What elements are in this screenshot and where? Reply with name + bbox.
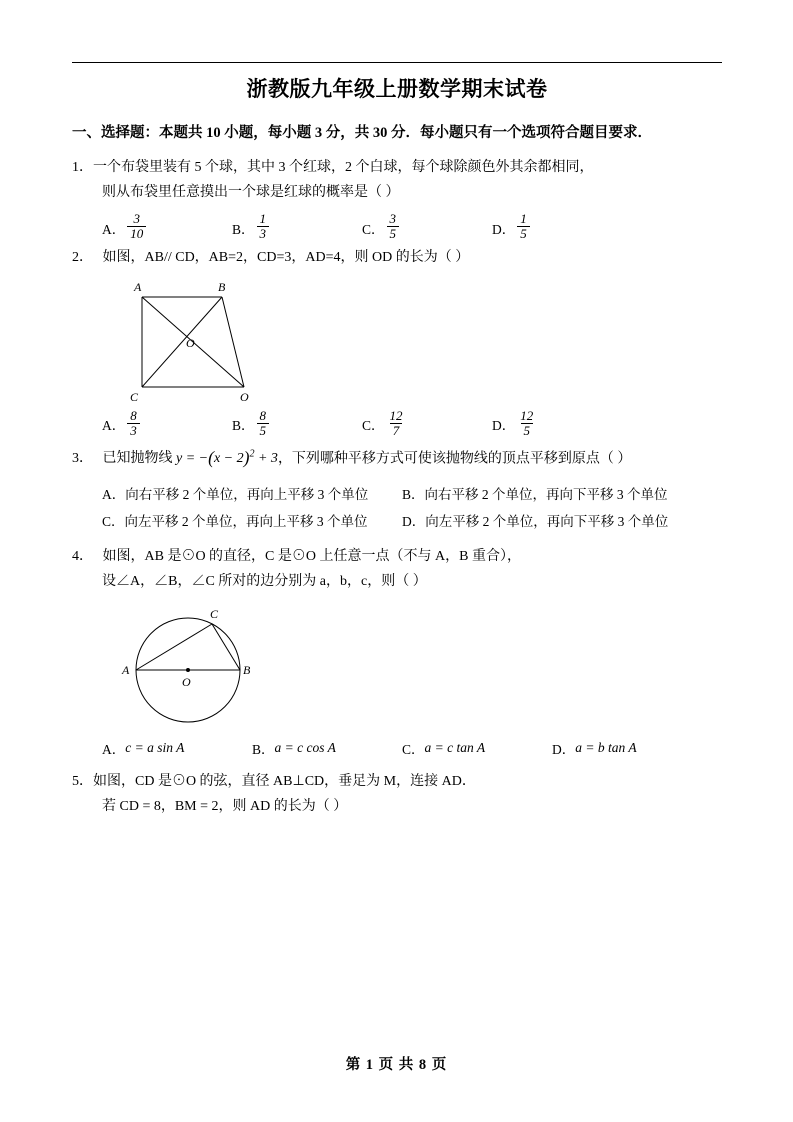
- svg-text:A: A: [134, 279, 142, 294]
- option-4-D: D． a = b tan A: [552, 740, 637, 758]
- option-1-B: B． $\frac{1}{3}$: [232, 213, 362, 242]
- fraction: $\frac{8}{3}$: [127, 409, 140, 438]
- page-title: 浙教版九年级上册数学期末试卷: [246, 77, 548, 101]
- fraction: $\frac{8}{5}$: [257, 409, 270, 438]
- question-3-options-row-2: C．向左平移 2 个单位，再向上平移 3 个单位 D．向左平移 2 个单位，再向下平移 3 个单位: [102, 514, 669, 530]
- svg-text:O: O: [240, 389, 249, 404]
- question-2-line-1: 2． 如图，AB// CD，AB=2，CD=3，AD=4，则 OD 的长为（ ）: [72, 246, 722, 271]
- question-4: [72, 545, 722, 594]
- question-3-stem: 3． 已知抛物线 $y = -(x - 2)^2 + 3$，下列哪种平移方式可使该抛物线的顶点平移到原点（ ）: [72, 443, 722, 474]
- fraction: $\frac{1}{3}$: [257, 212, 270, 241]
- option-2-B: B． $\frac{8}{5}$: [232, 410, 362, 439]
- question-4-options: [72, 738, 722, 758]
- question-3-options-row-1: A．向右平移 2 个单位，再向上平移 3 个单位 B．向右平移 2 个单位，再向下平移 3 个单位: [102, 487, 668, 503]
- fraction: $\frac{12}{7}$: [389, 407, 403, 438]
- question-5-line-2: 若 CD = 8，BM = 2，则 AD 的长为（ ）: [102, 798, 348, 814]
- option-2-A: A． $\frac{8}{3}$: [102, 410, 232, 439]
- question-1-line-1: 1．一个布袋里装有 5 个球，其中 3 个红球，2 个白球，每个球除颜色外其余都相同，: [72, 156, 722, 181]
- option-2-D: D． $\frac{12}{5}$: [492, 410, 622, 439]
- option-2-C: C． $\frac{12}{7}$: [362, 410, 492, 439]
- question-1-line-2: 则从布袋里任意摸出一个球是红球的概率是（ ）: [102, 184, 400, 200]
- option-1-A: A． $\frac{3}{10}$: [102, 213, 232, 242]
- question-2: [72, 246, 722, 271]
- section-heading: 一、选择题：本题共 10 小题，每小题 3 分，共 30 分．每小题只有一个选项符合题目要求．: [72, 125, 652, 141]
- question-3: [72, 443, 722, 474]
- question-3-options: [72, 481, 722, 535]
- question-2-number: 2．: [72, 250, 93, 266]
- question-4-figure: [72, 602, 722, 732]
- question-1-number: 1．: [72, 160, 93, 175]
- option-1-D: D． $\frac{1}{5}$: [492, 213, 622, 242]
- question-3-formula: $y = -(x - 2)^2 + 3$: [176, 447, 278, 468]
- svg-text:O: O: [182, 675, 191, 690]
- svg-text:C: C: [210, 607, 219, 622]
- question-5-line-1: 5．如图，CD 是⊙O 的弦，直径 AB⊥CD，垂足为 M，连接 AD．: [72, 770, 722, 795]
- page-footer: 第 1 页 共 8 页: [345, 1057, 448, 1073]
- figure-circle-inscribed-triangle: [102, 602, 282, 732]
- option-1-C: C． $\frac{3}{5}$: [362, 213, 492, 242]
- question-2-figure: [72, 279, 722, 404]
- svg-text:A: A: [122, 663, 130, 678]
- svg-text:O: O: [186, 335, 195, 350]
- figure-trapezoid-diagonals: [102, 279, 302, 404]
- header-rule: [72, 62, 722, 63]
- svg-text:C: C: [130, 389, 139, 404]
- page-content: [72, 62, 722, 827]
- fraction: $\frac{12}{5}$: [520, 407, 534, 438]
- fraction: $\frac{1}{5}$: [517, 212, 530, 241]
- question-4-number: 4．: [72, 549, 93, 565]
- question-4-line-2: 设∠A，∠B，∠C 所对的边分别为 a，b，c，则（ ）: [102, 573, 427, 589]
- question-2-options: [72, 407, 722, 439]
- question-5-number: 5．: [72, 774, 93, 790]
- option-4-B: B． a = c cos A: [252, 740, 336, 758]
- question-1: [72, 156, 722, 205]
- svg-text:B: B: [218, 279, 226, 294]
- svg-text:B: B: [243, 663, 251, 678]
- fraction: $\frac{3}{5}$: [387, 212, 400, 241]
- question-4-line-1: 4． 如图，AB 是⊙O 的直径，C 是⊙O 上任意一点（不与 A，B 重合），: [72, 545, 722, 570]
- fraction: $\frac{3}{10}$: [127, 212, 146, 241]
- option-4-A: A． c = a sin A: [102, 740, 185, 758]
- question-1-options: [72, 213, 722, 242]
- question-5: [72, 770, 722, 819]
- option-4-C: C． a = c tan A: [402, 740, 486, 758]
- question-3-number: 3．: [72, 451, 93, 467]
